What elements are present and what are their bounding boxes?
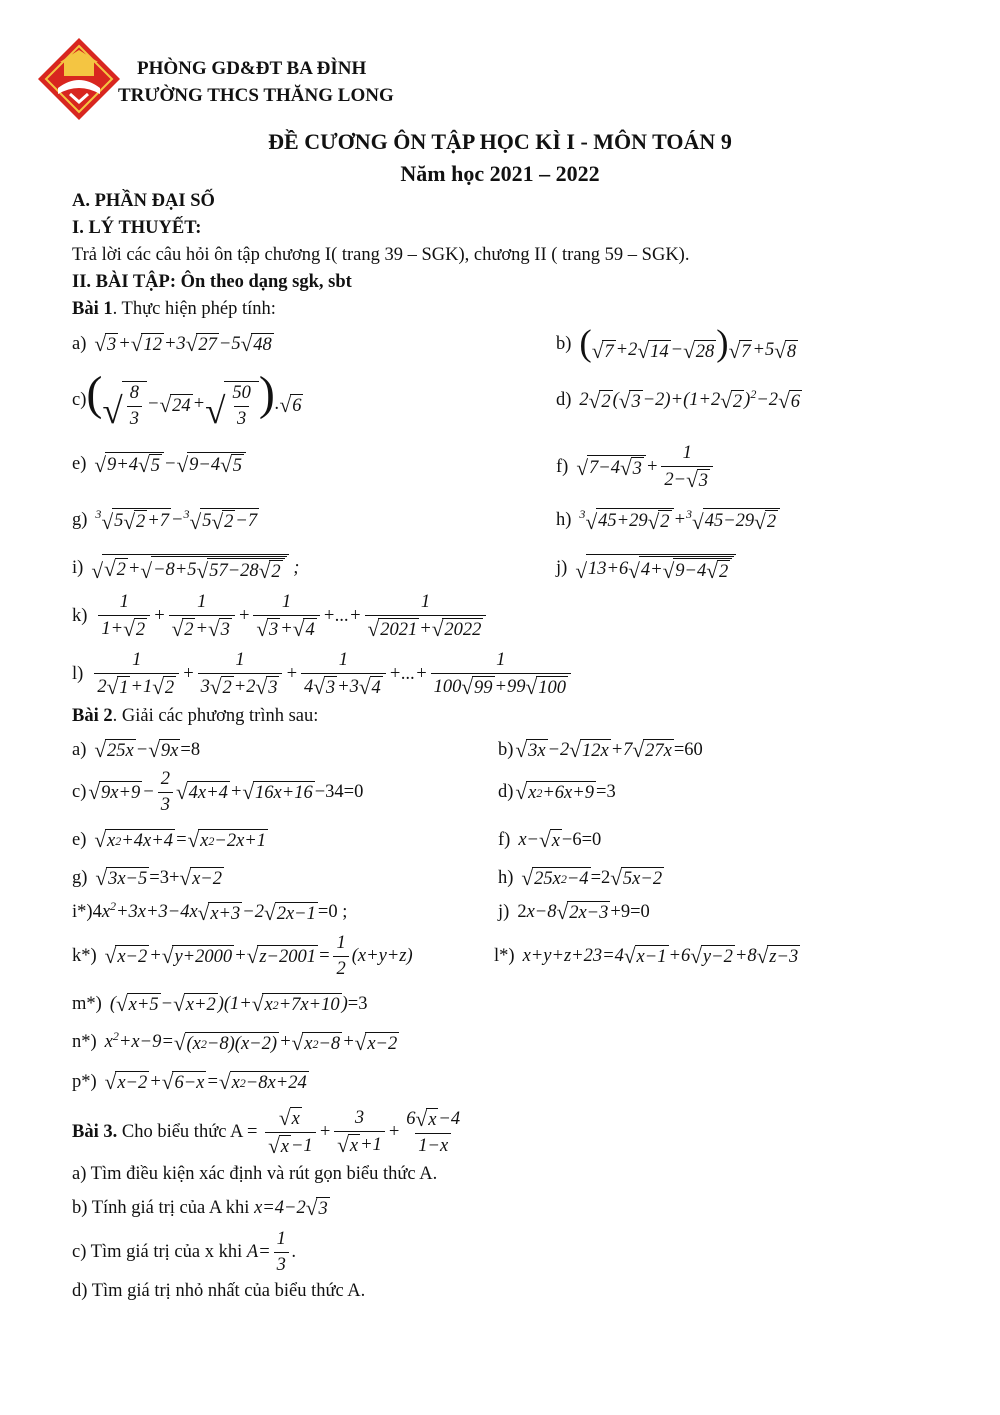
bai2-m: m*) ( √ x+5 − √ x+2 )(1+ √ x 2 +7x+10 )=3 xyxy=(72,992,368,1017)
bai2-k: k*) √ x−2 + √ y+2000 + √ z−2001 = $\frac{1}{2}$ (x+y+z) xyxy=(72,932,413,979)
bai2-i: i*) $4x^2+3x+3-4x$ √ x+3 −2 √ 2x−1 =0 ; xyxy=(72,899,348,926)
bai2-d: d) √ x 2 +6x+9 =3 xyxy=(498,780,616,805)
bai3-c: c) Tìm giá trị của x khi A= $\frac{1}{3}$ . xyxy=(72,1228,297,1275)
bai3-d: d) Tìm giá trị nhỏ nhất của biểu thức A. xyxy=(72,1281,366,1301)
bai1-e: e) √ 9+4 √ 5 − √ 9−4 √ 5 xyxy=(72,442,246,486)
exercise-heading: II. BÀI TẬP: Ôn theo dạng sgk, sbt xyxy=(72,272,352,292)
bai3-a: a) Tìm điều kiện xác định và rút gọn biểu thức A. xyxy=(72,1164,438,1184)
bai1-a: a) √ 3 + √ 12 +3 √ 27 −5 √ 48 xyxy=(72,332,272,357)
bai1-row-cd xyxy=(72,367,952,432)
bai2-l: l*) x+y+z+23=4 √ x−1 +6 √ y−2 +8 √ z−3 xyxy=(494,944,799,969)
bai1-c: c) ( √ 8 3 − √ 24 + √ 50 3 ). √ 6 xyxy=(72,367,302,432)
bai3-c-row xyxy=(72,1226,952,1278)
school-year: Năm học 2021 – 2022 xyxy=(400,161,600,186)
bai2-j: j) 2x−8 √ 2x−3 +9=0 xyxy=(498,900,650,925)
bai1-row-l xyxy=(72,646,952,702)
bai2-row-n xyxy=(72,1020,952,1064)
school-logo-icon xyxy=(36,36,122,122)
bai2-n: n*) $x^2+x-9=$ √ (x 2 −8)(x−2) + √ x 2 −8 + √ x−2 xyxy=(72,1029,398,1056)
bai2-a: a) √ 25x − √ 9x =8 xyxy=(72,738,201,763)
department-name: PHÒNG GD&ĐT BA ĐÌNH xyxy=(137,58,367,79)
bai2-row-kl xyxy=(72,930,952,982)
theory-heading: I. LÝ THUYẾT: xyxy=(72,218,202,238)
bai2-p: p*) √ x−2 + √ 6−x = √ x 2 −8x+24 xyxy=(72,1070,307,1095)
bai2-title: Bài 2. Giải các phương trình sau: xyxy=(72,706,319,726)
bai3-b-row xyxy=(72,1188,952,1228)
document-title: ĐỀ CƯƠNG ÔN TẬP HỌC KÌ I - MÔN TOÁN 9 xyxy=(268,129,732,154)
bai1-row-k xyxy=(72,588,952,644)
bai2-g: g) √ 3x−5 =3+ √ x−2 xyxy=(72,866,223,891)
bai3-title-row xyxy=(72,1104,952,1160)
bai2-h: h) √ 25x 2 −4 =2 √ 5x−2 xyxy=(498,866,663,891)
bai3-title: Bài 3. Cho biểu thức A = √ x √ x −1 + 3 √ x +1 + 6 √ x −4 1−x xyxy=(72,1106,461,1159)
bai2-f: f) x− √ x −6=0 xyxy=(498,828,602,853)
bai1-row-ef xyxy=(72,442,952,492)
school-name: TRƯỜNG THCS THĂNG LONG xyxy=(118,85,394,106)
bai1-row-ij xyxy=(72,546,952,590)
bai1-g: g) $^3$ √ 5 √ 2 +7 −$^3$ √ 5 √ 2 −7 xyxy=(72,506,258,534)
bai1-l: l) 1 2 √ 1 +1 √ 2 + 1 3 √ 2 +2 √ 3 + 1 4 √ 3 +3 √ 4 +...+ 1 100 √ 99 +99 √ 100 xyxy=(72,646,574,702)
bai1-row-ab xyxy=(72,322,952,366)
bai2-c: c) √ 9x+9 − $\frac{2}{3}$ √ 4x+4 + √ 16x+16 −34=0 xyxy=(72,768,364,815)
theory-text: Trả lời các câu hỏi ôn tập chương I( trang 39 – SGK), chương II ( trang 59 – SGK). xyxy=(72,245,690,265)
bai2-b: b) √ 3x −2 √ 12x +7 √ 27x =60 xyxy=(498,738,703,763)
bai1-d: d) 2 √ 2 ( √ 3 −2)+(1+2 √ 2 )$^2$−2 √ 6 xyxy=(556,387,800,414)
bai2-e: e) √ x 2 +4x+4 = √ x 2 −2x+1 xyxy=(72,828,267,853)
bai1-k: k) 1 1+ √ 2 + 1 √ 2 + √ 3 + 1 √ 3 + √ 4 +...+ 1 √ 2021 + √ 2022 xyxy=(72,588,489,644)
bai1-j: j) √ 13+6 √ 4+ √ 9−4 √ 2 xyxy=(556,546,736,590)
bai1-row-gh xyxy=(72,498,952,542)
bai1-i: i) √ √ 2 + √ −8+5 √ 57−28 √ 2 ; xyxy=(72,546,299,590)
bai2-row-cd xyxy=(72,766,952,818)
bai1-b: b) ( √ 7 +2 √ 14 − √ 28 ) √ 7 +5 √ 8 xyxy=(556,323,797,365)
part-a-heading: A. PHẦN ĐẠI SỐ xyxy=(72,191,215,211)
bai1-title: Bài 1. Thực hiện phép tính: xyxy=(72,299,276,319)
bai1-f: f) √ 7−4 √ 3 + 1 2− √ 3 xyxy=(556,442,716,492)
bai2-row-ij xyxy=(72,890,952,934)
bai1-h: h) $^3$ √ 45+29 √ 2 +$^3$ √ 45−29 √ 2 xyxy=(556,498,780,542)
bai2-row-p xyxy=(72,1060,952,1104)
bai3-b: b) Tính giá trị của A khi x=4−2 √ 3 xyxy=(72,1196,328,1221)
